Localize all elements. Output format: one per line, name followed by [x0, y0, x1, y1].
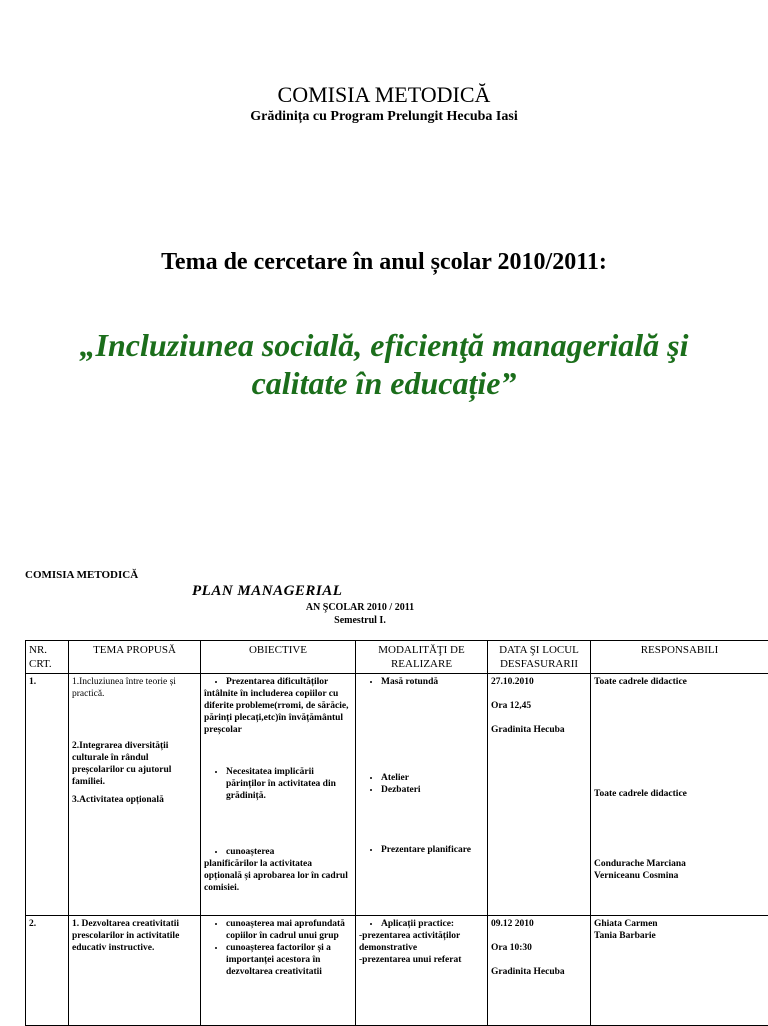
objective-item: • cunoașterea: [226, 846, 352, 858]
objective-item: • Prezentarea dificultăților: [226, 676, 352, 688]
method-text: -prezentarea activităților demonstrative: [359, 930, 484, 954]
hour-text: Ora 12,45: [491, 700, 587, 712]
method-list: [359, 844, 484, 856]
row-number: 2.: [26, 916, 69, 1026]
responsible-text: Toate cadrele didactice: [594, 788, 765, 800]
institution-name: Grădinița cu Program Prelungit Hecuba Iasi: [0, 109, 768, 125]
responsible-text: Condurache Marciana: [594, 858, 765, 870]
objective-list: [204, 676, 352, 688]
place-text: Gradinita Hecuba: [491, 966, 587, 978]
method-item: • Masă rotundă: [381, 676, 484, 688]
column-header-nr: NR. CRT.: [26, 641, 69, 674]
plan-section-label: COMISIA METODICĂ: [25, 569, 138, 581]
objective-list: [204, 846, 352, 858]
method-list: [359, 676, 484, 688]
table-row: [26, 674, 768, 916]
objective-item: • cunoașterea factorilor și a importanței acestora în dezvoltarea creativitatii: [226, 942, 352, 978]
research-heading: Tema de cercetare în anul școlar 2010/2011:: [0, 249, 768, 276]
responsible-text: Tania Barbarie: [594, 930, 765, 942]
objectives-cell: [201, 674, 356, 916]
responsible-text: Toate cadrele didactice: [594, 676, 765, 688]
method-item: • Atelier: [381, 772, 484, 784]
plan-title: PLAN MANAGERIAL: [192, 583, 342, 600]
table-row: [26, 916, 768, 1026]
research-theme: [0, 326, 768, 402]
date-text: 27.10.2010: [491, 676, 587, 688]
objective-item: • cunoașterea mai aprofundată copiilor în cadrul unui grup: [226, 918, 352, 942]
topic-cell: [69, 916, 201, 1026]
method-item: • Aplicații practice:: [381, 918, 484, 930]
responsible-text: Ghiata Carmen: [594, 918, 765, 930]
research-theme-line-2: calitate în educație”: [0, 364, 768, 402]
objective-item: • Necesitatea implicării părinților în activitatea din grădiniță.: [226, 766, 352, 802]
research-theme-line-1: „Incluziunea socială, eficienţă managerială şi: [0, 326, 768, 364]
hour-text: Ora 10:30: [491, 942, 587, 954]
methods-cell: [356, 916, 488, 1026]
objective-list: [204, 918, 352, 978]
responsible-cell: [591, 916, 768, 1026]
school-year: AN ŞCOLAR 2010 / 2011: [0, 602, 720, 613]
method-item: • Dezbateri: [381, 784, 484, 796]
row-number: 1.: [26, 674, 69, 916]
column-header-obiective: OBIECTIVE: [201, 641, 356, 674]
responsible-cell: [591, 674, 768, 916]
topic-item: 1. Dezvoltarea creativitatii prescolarilor in activitatile educativ instructive.: [72, 918, 197, 954]
managerial-plan-table: [25, 640, 768, 1026]
column-header-modalitati: MODALITĂŢI DE REALIZARE: [356, 641, 488, 674]
topic-cell: [69, 674, 201, 916]
method-list: [359, 918, 484, 930]
method-list: [359, 772, 484, 796]
topic-item: 1.Incluziunea între teorie și practică.: [72, 676, 197, 700]
column-header-tema: TEMA PROPUSĂ: [69, 641, 201, 674]
table-header-row: [26, 641, 768, 674]
objective-text: planificărilor la activitatea opțională și aprobarea lor în cadrul comisiei.: [204, 858, 352, 894]
objective-text: întâlnite în includerea copiilor cu diferite probleme(rromi, de sărăcie, părinți plecați,etc)în învățământul preșcolar: [204, 688, 352, 736]
method-text: -prezentarea unui referat: [359, 954, 484, 966]
date-text: 09.12 2010: [491, 918, 587, 930]
topic-item: 3.Activitatea opțională: [72, 794, 197, 806]
objective-list: [204, 766, 352, 802]
responsible-text: Verniceanu Cosmina: [594, 870, 765, 882]
date-place-cell: [488, 674, 591, 916]
objectives-cell: [201, 916, 356, 1026]
column-header-data: DATA ŞI LOCUL DESFASURARII: [488, 641, 591, 674]
date-place-cell: [488, 916, 591, 1026]
method-item: • Prezentare planificare: [381, 844, 484, 856]
semester-label: Semestrul I.: [0, 615, 720, 626]
column-header-responsabili: RESPONSABILI: [591, 641, 768, 674]
topic-item: 2.Integrarea diversității culturale în rândul preșcolarilor cu ajutorul familiei.: [72, 740, 197, 788]
document-title: COMISIA METODICĂ: [0, 82, 768, 108]
methods-cell: [356, 674, 488, 916]
place-text: Gradinita Hecuba: [491, 724, 587, 736]
